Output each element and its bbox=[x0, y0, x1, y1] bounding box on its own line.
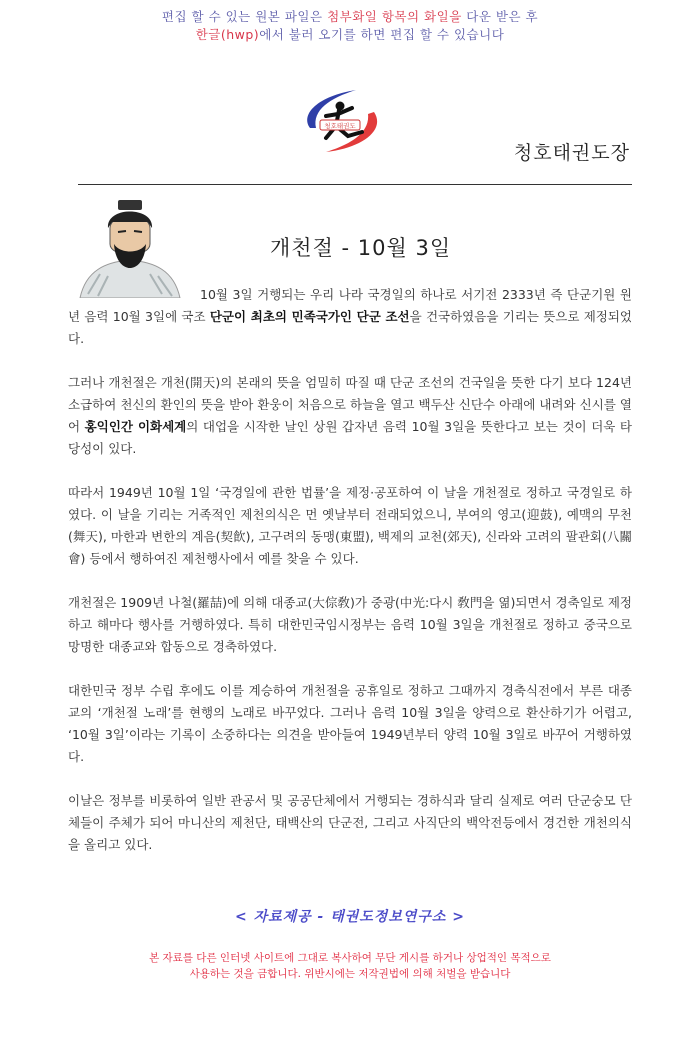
top-notice-line1 bbox=[0, 8, 700, 26]
page-title: 개천절 - 10월 3일 bbox=[270, 236, 452, 260]
notice-text: 편집 할 수 있는 원본 파일은 bbox=[161, 9, 323, 24]
copyright-line-2: 사용하는 것을 금합니다. 위반시에는 저작권법에 의해 처벌을 받습니다 bbox=[189, 968, 511, 980]
paragraph-3: 따라서 1949년 10월 1일 ‘국경일에 관한 법률’을 제정·공포하여 이 날을 개천절로 정하고 국경일로 하였다. 이 날을 기리는 거족적인 제천의식은 먼 옛날부터 전래되었으니, 부여의 영고(迎鼓), 예맥의 무천(舞天), 마한과 변한의 계음(契飮), 고구려의 동맹(東盟), 백제의 교천(郊天), 신라와 고려의 팔관회(八關會) 등에서 행하여진 제천행사에서 예를 찾을 수 있다. bbox=[68, 485, 632, 566]
paragraph-5: 대한민국 정부 수립 후에도 이를 계승하여 개천절을 공휴일로 정하고 그때까지 경축식전에서 부른 대종교의 ‘개천절 노래’를 현행의 노래로 바꾸었다. 그러나 음력 10월 3일을 양력으로 환산하기가 어렵고, ‘10월 3일’이라는 기록이 소중하다는 의견을 받아들여 1949년부터 양력 10월 3일로 바꾸어 거행하였다. bbox=[68, 683, 632, 764]
emphasis-text: 단군이 최초의 민족국가인 단군 조선 bbox=[209, 309, 410, 324]
copyright-notice bbox=[0, 950, 700, 982]
top-notice bbox=[0, 8, 700, 44]
dojang-name: 청호태권도장 bbox=[513, 142, 630, 164]
emphasis-text: 홍익인간 이화세계 bbox=[84, 419, 187, 434]
text-run: 을 건국하였음을 기리는 뜻으로 제정되었다. bbox=[68, 309, 632, 346]
logo-text: 청호태권도 bbox=[324, 122, 356, 130]
notice-text: 에서 불러 오기를 하면 편집 할 수 있습니다 bbox=[259, 27, 505, 42]
notice-highlight: 첨부화일 항목의 화일을 bbox=[327, 9, 462, 24]
paragraph-4: 개천절은 1909년 나철(羅喆)에 의해 대종교(大倧敎)가 중광(中光:다시 敎門을 엶)되면서 경축일로 제정하고 해마다 행사를 거행하였다. 특히 대한민국임시정부는 음력 10월 3일을 개천절로 정하고 중국으로 망명한 대종교와 합동으로 경축하였다. bbox=[68, 595, 632, 654]
text-run: 그러나 개천절은 개천(開天)의 본래의 뜻을 엄밀히 따질 때 단군 조선의 건국일을 뜻한 다기 보다 124년 소급하여 천신의 환인의 뜻을 받아 환웅이 처음으로 하늘을 열고 백두산 신단수 아래에 내려와 신시를 열어 bbox=[68, 375, 632, 434]
header-divider bbox=[78, 184, 632, 185]
source-credit: < 자료제공 - 태권도정보연구소 > bbox=[234, 909, 466, 925]
copyright-line-1: 본 자료를 다른 인터넷 사이트에 그대로 복사하여 무단 게시를 하거나 상업적인 목적으로 bbox=[149, 952, 551, 964]
paragraph-2 bbox=[68, 372, 632, 460]
taekwondo-logo-icon bbox=[296, 86, 388, 156]
top-notice-line2 bbox=[0, 26, 700, 44]
dangun-portrait-icon bbox=[70, 198, 190, 298]
paragraph-1 bbox=[68, 284, 632, 350]
text-run: 10월 3일 거행되는 우리 나라 국경일의 하나로 서기전 2333년 즉 단군기원 원년 음력 10월 3일에 국조 bbox=[68, 287, 632, 324]
notice-text: 다운 받은 후 bbox=[466, 9, 539, 24]
paragraph-6: 이날은 정부를 비롯하여 일반 관공서 및 공공단체에서 거행되는 경하식과 달리 실제로 여러 단군숭모 단체들이 주체가 되어 마니산의 제천단, 태백산의 단군전, 그리고 사직단의 백악전등에서 경건한 개천의식을 올리고 있다. bbox=[68, 793, 632, 852]
notice-highlight: 한글(hwp) bbox=[195, 27, 260, 42]
text-run: 의 대업을 시작한 날인 상원 갑자년 음력 10월 3일을 뜻한다고 보는 것이 더욱 타당성이 있다. bbox=[68, 419, 633, 456]
article-body bbox=[68, 284, 632, 878]
